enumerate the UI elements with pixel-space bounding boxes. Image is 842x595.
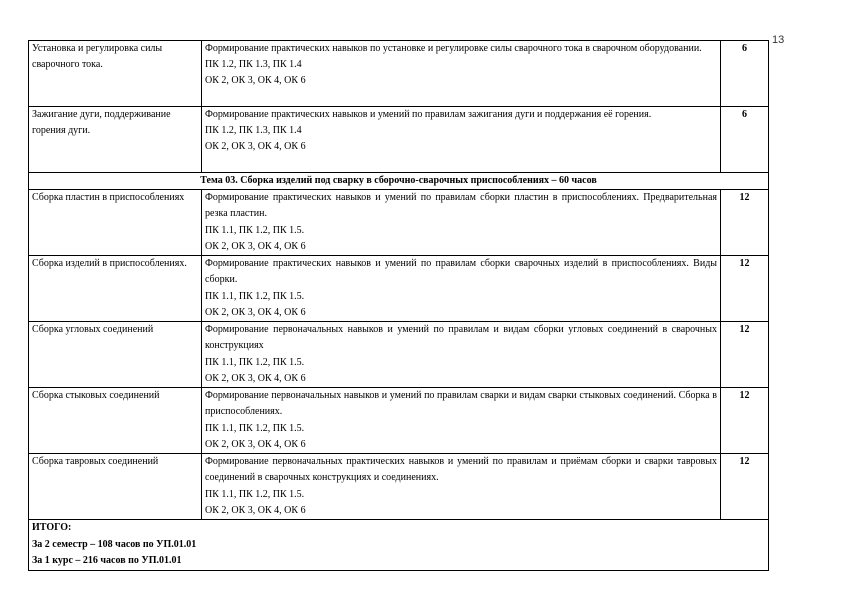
ok-competencies: ОК 2, ОК 3, ОК 4, ОК 6 xyxy=(205,438,306,450)
pk-competencies: ПК 1.2, ПК 1.3, ПК 1.4 xyxy=(205,59,302,71)
lesson-name: Установка и регулировка силы сварочного тока. xyxy=(29,41,202,107)
pk-competencies: ПК 1.1, ПК 1.2, ПК 1.5. xyxy=(205,356,305,368)
ok-competencies: ОК 2, ОК 3, ОК 4, ОК 6 xyxy=(205,372,306,384)
lesson-hours: 12 xyxy=(721,190,769,256)
lesson-description: Формирование первоначальных практических навыков и умений по правилам и приёмам сборки и сварки тавровых соединений в сварочных конструкциях и соединениях. ПК 1.1, ПК 1.2, ПК 1.5. ОК 2, ОК 3, ОК 4, ОК 6 xyxy=(202,454,721,520)
lesson-description: Формирование первоначальных навыков и умений по правилам и видам сборки угловых соединений в сварочных конструкциях ПК 1.1, ПК 1.2, ПК 1.5. ОК 2, ОК 3, ОК 4, ОК 6 xyxy=(202,322,721,388)
lesson-description: Формирование практических навыков и умений по правилам сборки пластин в приспособлениях. Предварительная резка пластин. ПК 1.1, ПК 1.2, ПК 1.5. ОК 2, ОК 3, ОК 4, ОК 6 xyxy=(202,190,721,256)
pk-competencies: ПК 1.1, ПК 1.2, ПК 1.5. xyxy=(205,224,305,236)
total-row xyxy=(29,520,769,571)
total-year: За 1 курс – 216 часов по УП.01.01 xyxy=(32,555,182,567)
lesson-name: Сборка стыковых соединений xyxy=(29,388,202,454)
lesson-name: Сборка изделий в приспособлениях. xyxy=(29,256,202,322)
pk-competencies: ПК 1.1, ПК 1.2, ПК 1.5. xyxy=(205,488,305,500)
table-row xyxy=(29,190,769,256)
table-row xyxy=(29,41,769,107)
topic-heading: Тема 03. Сборка изделий под сварку в сборочно-сварочных приспособлениях – 60 часов xyxy=(29,173,769,190)
table-row xyxy=(29,107,769,173)
ok-competencies: ОК 2, ОК 3, ОК 4, ОК 6 xyxy=(205,306,306,318)
lesson-name: Сборка угловых соединений xyxy=(29,322,202,388)
page-number: 13 xyxy=(772,34,785,46)
total-summary xyxy=(29,520,769,571)
ok-competencies: ОК 2, ОК 3, ОК 4, ОК 6 xyxy=(205,75,306,87)
total-label: ИТОГО: xyxy=(32,522,72,534)
table-row xyxy=(29,256,769,322)
lesson-hours: 12 xyxy=(721,388,769,454)
table-row xyxy=(29,454,769,520)
pk-competencies: ПК 1.1, ПК 1.2, ПК 1.5. xyxy=(205,290,305,302)
table-row xyxy=(29,388,769,454)
ok-competencies: ОК 2, ОК 3, ОК 4, ОК 6 xyxy=(205,504,306,516)
lesson-hours: 12 xyxy=(721,322,769,388)
pk-competencies: ПК 1.1, ПК 1.2, ПК 1.5. xyxy=(205,422,305,434)
lesson-hours: 6 xyxy=(721,107,769,173)
lesson-description: Формирование первоначальных навыков и умений по правилам сварки и видам сварки стыковых соединений. Сборка в приспособлениях. ПК 1.1, ПК 1.2, ПК 1.5. ОК 2, ОК 3, ОК 4, ОК 6 xyxy=(202,388,721,454)
total-semester: За 2 семестр – 108 часов по УП.01.01 xyxy=(32,538,197,550)
lesson-description: Формирование практических навыков по установке и регулировке силы сварочного тока в сварочном оборудовании. ПК 1.2, ПК 1.3, ПК 1.4 ОК 2, ОК 3, ОК 4, ОК 6 xyxy=(202,41,721,107)
lesson-name: Сборка пластин в приспособлениях xyxy=(29,190,202,256)
pk-competencies: ПК 1.2, ПК 1.3, ПК 1.4 xyxy=(205,125,302,137)
lesson-description: Формирование практических навыков и умений по правилам зажигания дуги и поддержания её горения. ПК 1.2, ПК 1.3, ПК 1.4 ОК 2, ОК 3, ОК 4, ОК 6 xyxy=(202,107,721,173)
lesson-description: Формирование практических навыков и умений по правилам сборки сварочных изделий в приспособлениях. Виды сборки. ПК 1.1, ПК 1.2, ПК 1.5. ОК 2, ОК 3, ОК 4, ОК 6 xyxy=(202,256,721,322)
ok-competencies: ОК 2, ОК 3, ОК 4, ОК 6 xyxy=(205,240,306,252)
table-row xyxy=(29,322,769,388)
practice-schedule-table xyxy=(28,40,769,571)
lesson-name: Зажигание дуги, поддерживание горения дуги. xyxy=(29,107,202,173)
lesson-hours: 12 xyxy=(721,454,769,520)
lesson-name: Сборка тавровых соединений xyxy=(29,454,202,520)
ok-competencies: ОК 2, ОК 3, ОК 4, ОК 6 xyxy=(205,141,306,153)
lesson-hours: 12 xyxy=(721,256,769,322)
lesson-hours: 6 xyxy=(721,41,769,107)
topic-row xyxy=(29,173,769,190)
